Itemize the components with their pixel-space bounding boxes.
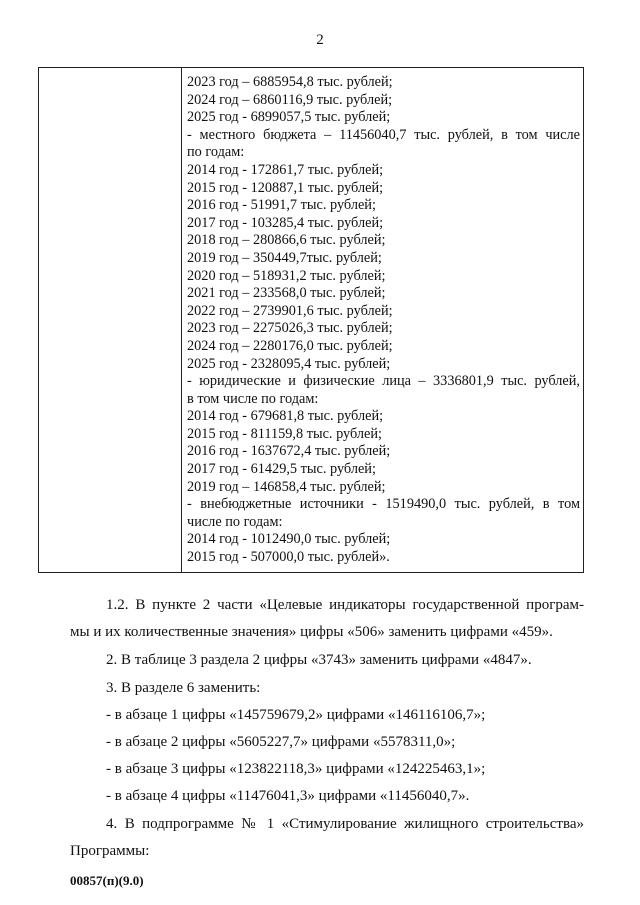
paragraph-3-item-4: - в абзаце 4 цифры «11476041,3» цифрами «11456040,7». bbox=[106, 788, 470, 804]
paragraph-4-line-2: Программы: bbox=[70, 843, 150, 859]
table-line: 2015 год - 507000,0 тыс. рублей». bbox=[187, 549, 390, 566]
table-right-cell bbox=[187, 74, 580, 567]
paragraph-1-2-line-2: мы и их количественные значения» цифры «506» заменить цифрами «459». bbox=[70, 624, 553, 640]
table-line: 2019 год – 350449,7тыс. рублей; bbox=[187, 249, 382, 266]
table-line: 2015 год - 811159,8 тыс. рублей; bbox=[187, 425, 383, 442]
paragraph-4-line-1: 4. В подпрограмме № 1 «Стимулирование жилищного строительства» bbox=[106, 816, 584, 832]
table-line: 2014 год - 172861,7 тыс. рублей; bbox=[187, 161, 384, 178]
table-line: 2025 год - 2328095,4 тыс. рублей; bbox=[187, 355, 391, 372]
table-line: 2014 год - 1012490,0 тыс. рублей; bbox=[187, 531, 391, 548]
table-line: 2023 год – 6885954,8 тыс. рублей; bbox=[187, 74, 393, 90]
table-left-cell bbox=[39, 68, 182, 572]
table-line: 2016 год - 1637672,4 тыс. рублей; bbox=[187, 443, 391, 460]
table-line: 2016 год - 51991,7 тыс. рублей; bbox=[187, 197, 376, 214]
table-line: 2015 год - 120887,1 тыс. рублей; bbox=[187, 179, 384, 196]
table-line: 2020 год – 518931,2 тыс. рублей; bbox=[187, 267, 386, 284]
table-line: 2017 год - 61429,5 тыс. рублей; bbox=[187, 461, 376, 478]
paragraph-1-2-line-1: 1.2. В пункте 2 части «Целевые индикаторы государственной програм- bbox=[106, 597, 584, 613]
paragraph-3-item-2: - в абзаце 2 цифры «5605227,7» цифрами «5578311,0»; bbox=[106, 734, 456, 750]
table-line: 2019 год – 146858,4 тыс. рублей; bbox=[187, 478, 386, 495]
table-line: 2014 год - 679681,8 тыс. рублей; bbox=[187, 408, 384, 425]
table-line: 2021 год – 233568,0 тыс. рублей; bbox=[187, 285, 386, 302]
document-code: 00857(п)(9.0) bbox=[70, 873, 144, 888]
funding-table bbox=[38, 67, 584, 573]
paragraph-2: 2. В таблице 3 раздела 2 цифры «3743» заменить цифрами «4847». bbox=[106, 652, 532, 668]
table-line: в том числе по годам: bbox=[187, 390, 319, 407]
table-line: 2023 год – 2275026,3 тыс. рублей; bbox=[187, 320, 393, 337]
table-line: 2018 год – 280866,6 тыс. рублей; bbox=[187, 232, 386, 249]
paragraph-3: 3. В разделе 6 заменить: bbox=[106, 680, 261, 696]
table-line: 2022 год – 2739901,6 тыс. рублей; bbox=[187, 302, 393, 319]
table-line: 2024 год – 6860116,9 тыс. рублей; bbox=[187, 91, 393, 108]
table-line: 2017 год - 103285,4 тыс. рублей; bbox=[187, 214, 384, 231]
table-line: - местного бюджета – 11456040,7 тыс. рублей, в том числе bbox=[187, 126, 580, 143]
page-number: 2 bbox=[316, 32, 324, 48]
table-line: 2024 год – 2280176,0 тыс. рублей; bbox=[187, 337, 393, 354]
paragraph-3-item-1: - в абзаце 1 цифры «145759679,2» цифрами «146116106,7»; bbox=[106, 707, 486, 723]
table-line: числе по годам: bbox=[187, 513, 283, 530]
table-line: по годам: bbox=[187, 144, 245, 161]
table-line: - внебюджетные источники - 1519490,0 тыс. рублей, в том bbox=[187, 496, 580, 513]
paragraph-3-item-3: - в абзаце 3 цифры «123822118,3» цифрами «124225463,1»; bbox=[106, 761, 486, 777]
table-line: 2025 год - 6899057,5 тыс. рублей; bbox=[187, 109, 391, 126]
table-line: - юридические и физические лица – 3336801,9 тыс. рублей, bbox=[187, 373, 580, 390]
